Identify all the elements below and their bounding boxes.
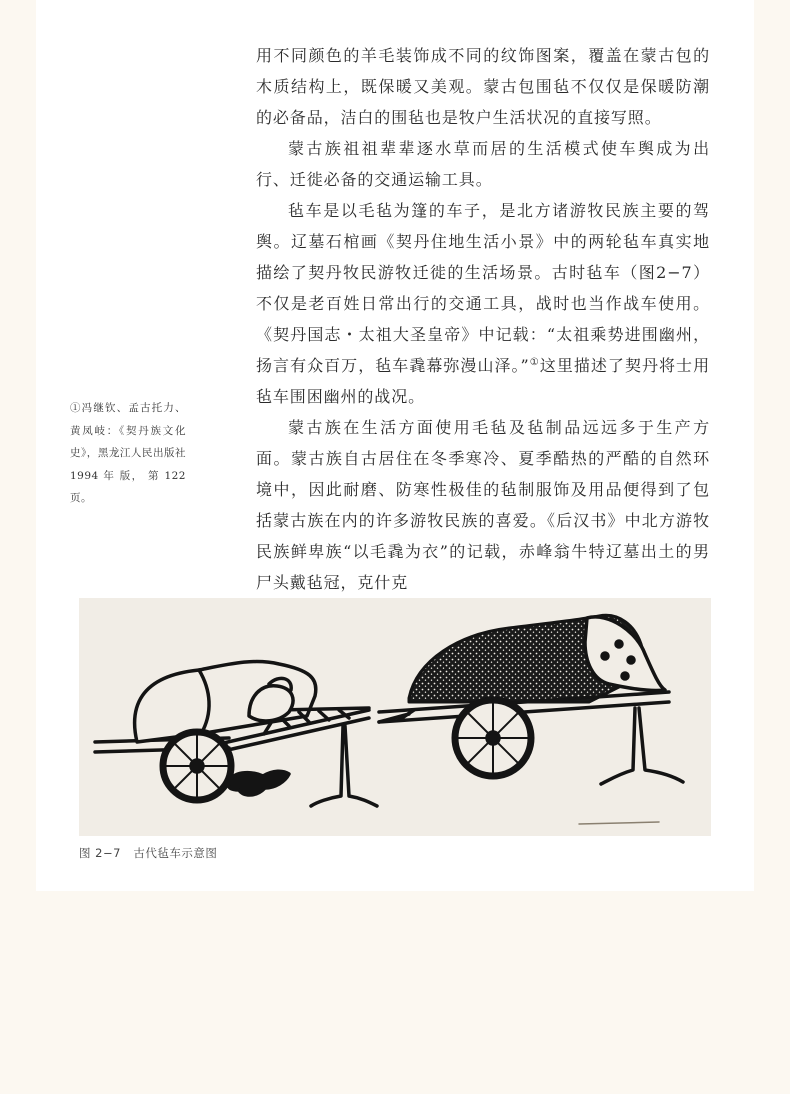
paragraph-3 bbox=[256, 195, 710, 412]
paragraph-3-text: 毡车是以毛毡为篷的车子，是北方诸游牧民族主要的驾舆。辽墓石棺画《契丹住地生活小景》中的两轮毡车真实地描绘了契丹牧民游牧迁徙的生活场景。古时毡车（图2−7）不仅是老百姓日常出行的交通工具，战时也当作战车使用。《契丹国志・太祖大圣皇帝》中记载：“太祖乘势进围幽州，扬言有众百万，毡车毳幕弥漫山泽。” bbox=[256, 201, 710, 375]
paragraph-4: 蒙古族在生活方面使用毛毡及毡制品远远多于生产方面。蒙古族自古居住在冬季寒冷、夏季酷热的严酷的自然环境中，因此耐磨、防寒性极佳的毡制服饰及用品便得到了包括蒙古族在内的许多游牧民族的喜爱。《后汉书》中北方游牧民族鲜卑族“以毛毳为衣”的记载，赤峰翁牛特辽墓出土的男尸头戴毡冠，克什克 bbox=[256, 418, 710, 592]
footnote-reference[interactable]: ① bbox=[529, 357, 540, 368]
paragraph-3-tail: 这里描述了契丹将士用毡车围困幽州的战况。 bbox=[256, 356, 710, 406]
main-text bbox=[256, 40, 710, 598]
side-footnote: ①冯继钦、孟古托力、黄凤岐：《契丹族文化史》，黑龙江人民出版社 1994 年 版， 第 122 页。 bbox=[70, 402, 186, 504]
book-page bbox=[36, 0, 754, 891]
felt-cart-drawing bbox=[79, 598, 711, 836]
figure-caption: 图 2−7 古代毡车示意图 bbox=[79, 846, 218, 860]
felt-cart-illustration bbox=[79, 598, 711, 836]
paragraph-1: 用不同颜色的羊毛装饰成不同的纹饰图案，覆盖在蒙古包的木质结构上，既保暖又美观。蒙古包围毡不仅仅是保暖防潮的必备品，洁白的围毡也是牧户生活状况的直接写照。 bbox=[256, 46, 710, 127]
paragraph-2: 蒙古族祖祖辈辈逐水草而居的生活模式使车舆成为出行、迁徙必备的交通运输工具。 bbox=[256, 139, 710, 189]
